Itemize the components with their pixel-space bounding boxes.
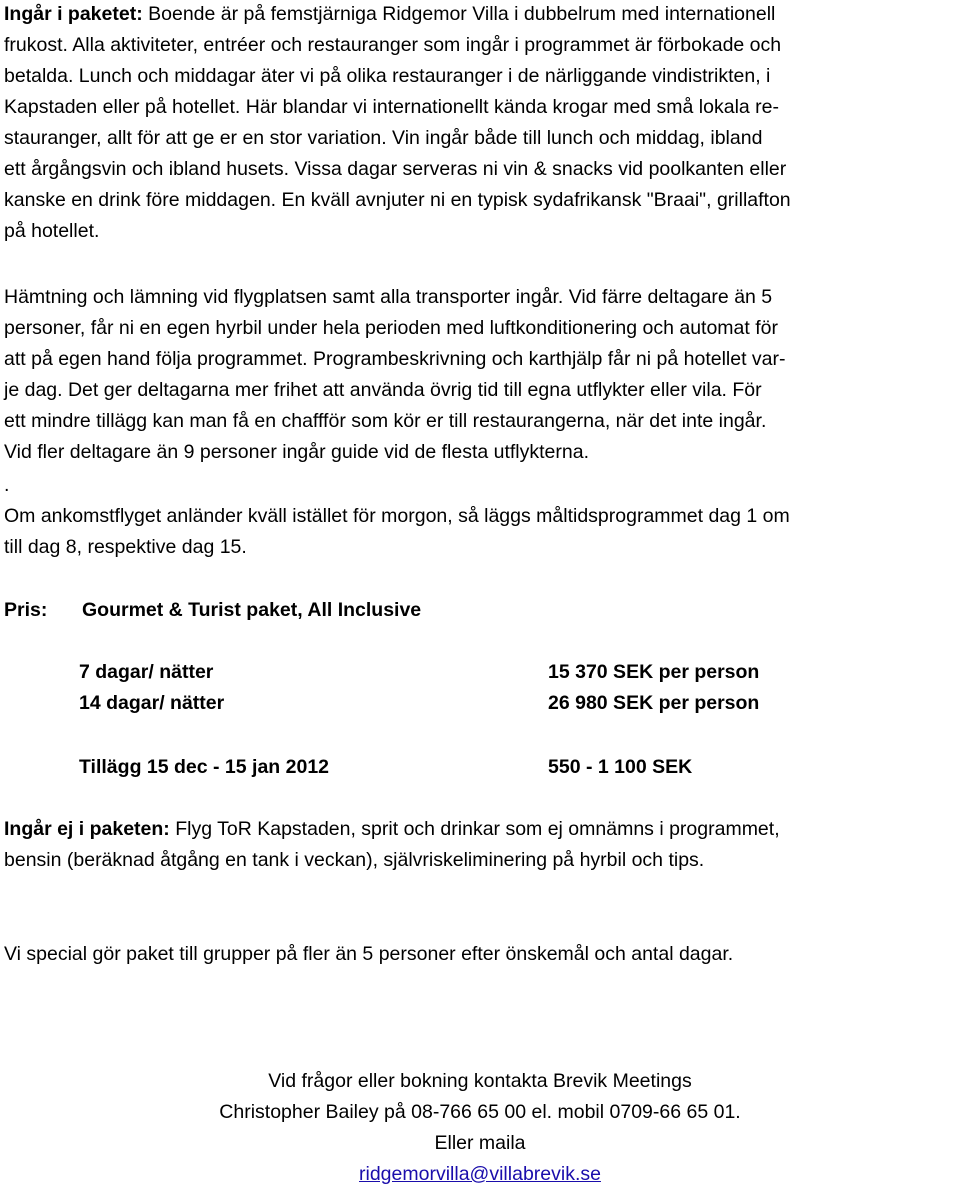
price-row-value: 26 980 SEK per person <box>548 692 760 714</box>
included-line: Kapstaden eller på hotellet. Här blandar vi internationellt kända krogar med små lokala re- <box>4 96 780 118</box>
price-row-value: 15 370 SEK per person <box>548 661 760 683</box>
transport-line: Hämtning och lämning vid flygplatsen samt alla transporter ingår. Vid färre deltagare än 5 <box>4 286 773 308</box>
package-name: Gourmet & Turist paket, All Inclusive <box>82 599 422 621</box>
supplement-price: 550 - 1 100 SEK <box>548 756 693 778</box>
email-link[interactable]: ridgemorvilla@villabrevik.se <box>359 1163 601 1185</box>
transport-line: Vid fler deltagare än 9 personer ingår guide vid de flesta utflykterna. <box>4 441 589 463</box>
excluded-paragraph <box>4 814 960 876</box>
evening-line: till dag 8, respektive dag 15. <box>4 536 247 558</box>
included-line: på hotellet. <box>4 220 100 242</box>
excluded-label: Ingår ej i paketen: <box>4 818 170 840</box>
excluded-line: bensin (beräknad åtgång en tank i veckan), självriskeliminering på hyrbil och tips. <box>4 849 705 871</box>
excluded-line: Ingår ej i paketen: Flyg ToR Kapstaden, sprit och drinkar som ej omnämns i programmet, <box>4 818 780 840</box>
evening-arrival-paragraph <box>4 501 960 563</box>
supplement-label: Tillägg 15 dec - 15 jan 2012 <box>79 756 330 778</box>
evening-line: Om ankomstflyget anländer kväll istället för morgon, så läggs måltidsprogrammet dag 1 om <box>4 505 790 527</box>
included-line: Ingår i paketet: Boende är på femstjärniga Ridgemor Villa i dubbelrum med internationell <box>4 3 776 25</box>
contact-phone-line: Christopher Bailey på 08-766 65 00 el. mobil 0709-66 65 01. <box>219 1101 741 1123</box>
contact-line: Vid frågor eller bokning kontakta Brevik Meetings <box>268 1070 692 1092</box>
price-label: Pris: <box>4 599 48 621</box>
special-groups-text: Vi special gör paket till grupper på fler än 5 personer efter önskemål och antal dagar. <box>4 943 734 965</box>
contact-block <box>0 1066 960 1190</box>
transport-line: ett mindre tillägg kan man få en chaffför som kör er till restaurangerna, när det inte ingår. <box>4 410 767 432</box>
included-paragraph <box>4 0 960 247</box>
included-label: Ingår i paketet: <box>4 3 143 25</box>
included-line: frukost. Alla aktiviteter, entréer och restauranger som ingår i programmet är förbokade och <box>4 34 782 56</box>
included-line: betalda. Lunch och middagar äter vi på olika restauranger i de närliggande vindistrikten, i <box>4 65 771 87</box>
included-line: kanske en drink före middagen. En kväll avnjuter ni en typisk sydafrikansk "Braai", grillafton <box>4 189 791 211</box>
price-row-label: 14 dagar/ nätter <box>79 692 225 714</box>
transport-line: je dag. Det ger deltagarna mer frihet att använda övrig tid till egna utflykter eller vila. För <box>4 379 762 401</box>
included-line: stauranger, allt för att ge er en stor variation. Vin ingår både till lunch och middag, ibland <box>4 127 763 149</box>
included-line: ett årgångsvin och ibland husets. Vissa dagar serveras ni vin & snacks vid poolkanten eller <box>4 158 787 180</box>
separator-dot: . <box>4 474 10 496</box>
price-row-label: 7 dagar/ nätter <box>79 661 214 683</box>
contact-line: Eller maila <box>434 1132 526 1154</box>
transport-line: personer, får ni en egen hyrbil under hela perioden med luftkonditionering och automat för <box>4 317 778 339</box>
transport-paragraph <box>4 282 960 468</box>
transport-line: att på egen hand följa programmet. Programbeskrivning och karthjälp får ni på hotellet var- <box>4 348 786 370</box>
